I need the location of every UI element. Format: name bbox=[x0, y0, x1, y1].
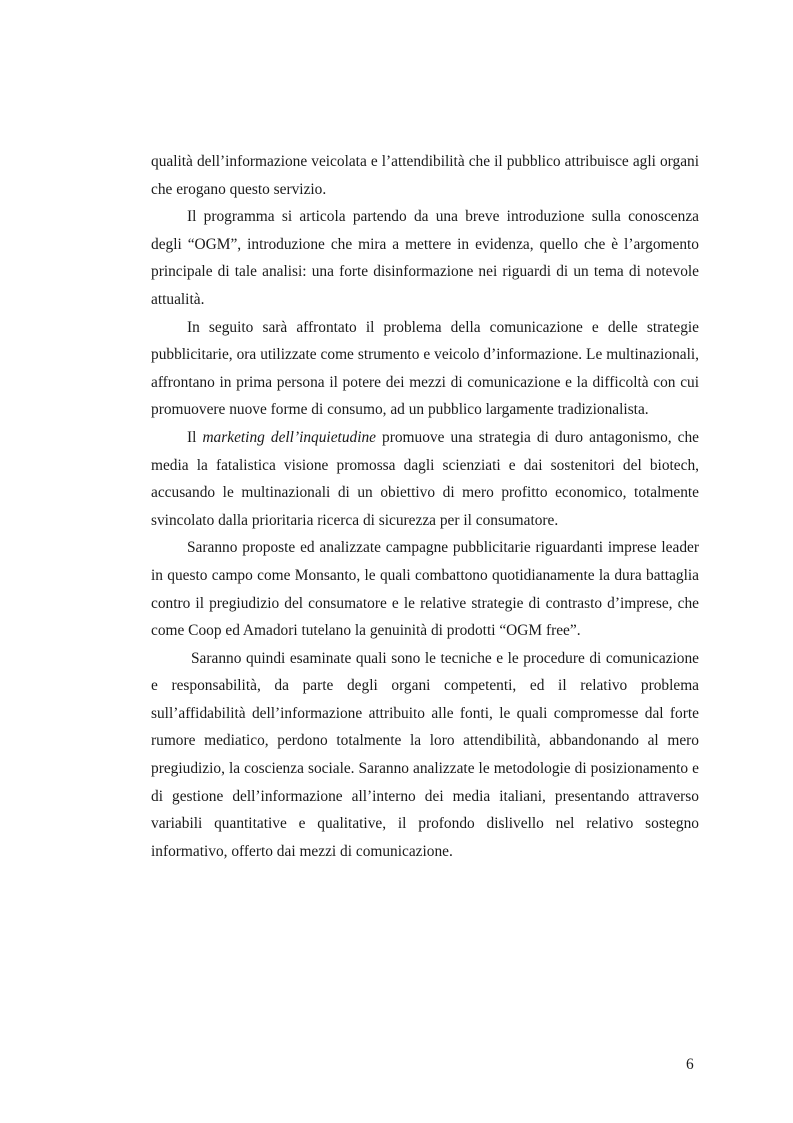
paragraph-4-prefix: Il bbox=[187, 428, 203, 446]
paragraph-6: Saranno quindi esaminate quali sono le tecniche e le procedure di comunicazione e responsabilità, da parte degli organi competenti, ed il relativo problema sull’affidabilità dell’informazione attribuito alle fonti, le quali compromesse dal forte rumore mediatico, perdono totalmente la loro attendibilità, abbandonando al mero pregiudizio, la coscienza sociale. Saranno analizzate le metodologie di posizionamento e di gestione dell’informazione all’interno dei media italiani, presentando attraverso variabili quantitative e qualitative, il profondo dislivello nel relativo sostegno informativo, offerto dai mezzi di comunicazione. bbox=[151, 649, 699, 860]
paragraph-4-suffix: promuove una strategia di duro antagonismo, che media la fatalistica visione promossa dagli scienziati e dai sostenitori del biotech, accusando le multinazionali di un obiettivo di mero profitto economico, totalmente svincolato dalla prioritaria ricerca di sicurezza per il consumatore. bbox=[151, 428, 699, 529]
paragraph-4-italic-term: marketing dell’inquietudine bbox=[202, 428, 377, 446]
paragraph-1: qualità dell’informazione veicolata e l’attendibilità che il pubblico attribuisce agli organi che erogano questo servizio. bbox=[151, 153, 699, 198]
paragraph-3: In seguito sarà affrontato il problema della comunicazione e delle strategie pubblicitarie, ora utilizzate come strumento e veicolo d’informazione. Le multinazionali, affrontano in prima persona il potere dei mezzi di comunicazione e la difficoltà con cui promuovere nuove forme di consumo, ad un pubblico largamente tradizionalista. bbox=[151, 318, 699, 419]
page-number: 6 bbox=[686, 1056, 694, 1073]
paragraph-5: Saranno proposte ed analizzate campagne pubblicitarie riguardanti imprese leader in questo campo come Monsanto, le quali combattono quotidianamente la dura battaglia contro il pregiudizio del consumatore e le relative strategie di contrasto d’imprese, che come Coop ed Amadori tutelano la genuinità di prodotti “OGM free”. bbox=[151, 539, 699, 640]
paragraph-2: Il programma si articola partendo da una breve introduzione sulla conoscenza degli “OGM”, introduzione che mira a mettere in evidenza, quello che è l’argomento principale di tale analisi: una forte disinformazione nei riguardi di un tema di notevole attualità. bbox=[151, 208, 699, 308]
paragraph-4 bbox=[151, 424, 699, 534]
document-body bbox=[151, 148, 699, 865]
